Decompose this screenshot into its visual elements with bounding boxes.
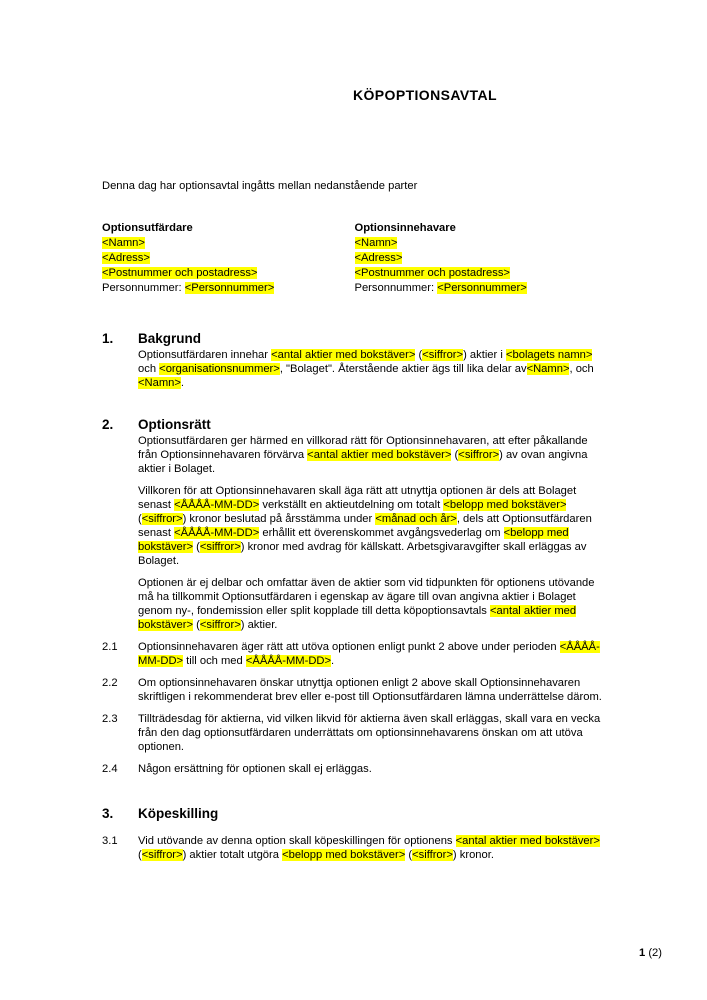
section-heading-row — [102, 331, 607, 347]
total-page-count: (2) — [648, 947, 662, 959]
text-run: ) kronor. — [452, 849, 494, 861]
party-optionsinnehavare — [355, 221, 608, 296]
clause-text — [138, 762, 607, 776]
text-run: Om optionsinnehavaren önskar utnyttja optionen enligt 2 above skall Optionsinnehavaren skriftligen i rekommenderat brev eller e-post till Optionsutfärdaren lämna underrättelse därom. — [138, 677, 602, 703]
placeholder-highlight: <bolagets namn> — [505, 349, 593, 361]
section-number: 3. — [102, 806, 114, 821]
text-run: Tillträdesdag för aktierna, vid vilken likvid för aktierna även skall erläggas, skall vara en vecka från den dag optionsutfärdaren underrättats om optionsinnehavarens önskan om att utöva optionen. — [138, 713, 601, 753]
text-run: Villkoren för att Optionsinnehavaren skall äga rätt att utnyttja optionen är dels att Bolaget senast — [138, 485, 577, 511]
text-run: Optionen är ej delbar och omfattar även de aktier som vid tidpunkten för optionens utövande må ha tillkommit Optionsutfärdaren i egenskap av ägare till ovan angivna aktier i Bolaget genom ny-, fondemission eller split kopplade till detta köpoptionsavtals — [138, 577, 595, 617]
placeholder-highlight: <organisationsnummer> — [159, 363, 280, 375]
paragraph — [102, 348, 607, 390]
section-heading: Optionsrätt — [138, 417, 211, 432]
section-1 — [102, 331, 607, 390]
text-run: ) aktier i — [463, 349, 506, 361]
section-heading: Köpeskilling — [138, 806, 219, 821]
party-person-line — [102, 281, 355, 296]
text-run: . — [331, 655, 335, 667]
clause-number — [102, 576, 138, 632]
clause-number: 2.1 — [102, 641, 118, 653]
placeholder-highlight: <antal aktier med bokstäver> — [455, 835, 600, 847]
party-address-line — [355, 251, 608, 266]
current-page-number: 1 — [638, 947, 646, 959]
placeholder-highlight: <ÅÅÅÅ-MM-DD> — [138, 641, 600, 667]
placeholder-highlight: <Namn> — [526, 363, 570, 375]
clause-number — [102, 484, 138, 568]
clause — [102, 762, 607, 776]
text-run: ( — [405, 849, 413, 861]
section-heading: Bakgrund — [138, 331, 202, 346]
text-run: ) av ovan angivna aktier i Bolaget. — [138, 449, 588, 475]
clause-text — [138, 640, 607, 668]
text-run: ) kronor beslutad på årsstämma under — [182, 513, 376, 525]
party-name-line — [102, 236, 355, 251]
paragraph — [102, 576, 607, 632]
clause-number — [102, 434, 138, 476]
address-placeholder: <Adress> — [102, 252, 150, 264]
clause — [102, 640, 607, 668]
text-run: Optionsutfärdaren innehar — [138, 349, 272, 361]
clause-text — [138, 348, 607, 390]
party-postal-line — [355, 266, 608, 281]
address-placeholder: <Adress> — [354, 252, 403, 264]
name-placeholder: <Namn> — [102, 237, 145, 249]
postal-placeholder: <Postnummer och postadress> — [102, 267, 258, 279]
text-run: Optionsinnehavaren äger rätt att utöva optionen enligt punkt 2 above under perioden — [138, 641, 560, 653]
text-run: till och med — [183, 655, 246, 667]
text-run: Vid utövande av denna option skall köpeskillingen för optionens — [138, 835, 456, 847]
placeholder-highlight: <ÅÅÅÅ-MM-DD> — [174, 527, 260, 539]
text-run: Någon ersättning för optionen skall ej erläggas. — [138, 763, 372, 775]
clause — [102, 676, 607, 704]
party-optionsutfardare — [102, 221, 355, 296]
section-3 — [102, 806, 607, 862]
placeholder-highlight: <siffror> — [141, 849, 183, 861]
text-run: erhållit ett överenskommet avgångsvederlag om — [259, 527, 504, 539]
party-person-line — [355, 281, 608, 296]
intro-line: Denna dag har optionsavtal ingåtts mellan nedanstående parter — [102, 180, 418, 192]
placeholder-highlight: <belopp med bokstäver> — [282, 849, 406, 861]
section-number: 1. — [102, 331, 114, 346]
party-name-line — [355, 236, 608, 251]
clause-number — [102, 348, 138, 390]
text-run: ( — [193, 541, 200, 553]
text-run: , dels att Optionsutfärdaren senast — [138, 513, 592, 539]
clause-number: 3.1 — [102, 835, 118, 847]
placeholder-highlight: <antal aktier med bokstäver> — [138, 605, 577, 631]
document-content — [102, 88, 607, 870]
text-run: verkställt en aktieutdelning om totalt — [259, 499, 444, 511]
placeholder-highlight: <ÅÅÅÅ-MM-DD> — [245, 655, 332, 667]
text-run: ( — [193, 619, 200, 631]
text-run: ( — [138, 849, 142, 861]
person-placeholder: <Personnummer> — [437, 282, 527, 294]
placeholder-highlight: <siffror> — [141, 513, 183, 525]
sections-container — [102, 331, 607, 862]
name-placeholder: <Namn> — [354, 237, 398, 249]
text-run: ) aktier totalt utgöra — [182, 849, 283, 861]
placeholder-highlight: <antal aktier med bokstäver> — [307, 449, 452, 461]
person-label: Personnummer: — [102, 282, 185, 294]
person-label: Personnummer: — [354, 282, 438, 294]
clause-number: 2.3 — [102, 713, 118, 725]
clause-text — [138, 712, 607, 754]
clause-text — [138, 676, 607, 704]
postal-placeholder: <Postnummer och postadress> — [354, 267, 510, 279]
placeholder-highlight: <belopp med bokstäver> — [443, 499, 567, 511]
placeholder-highlight: <belopp med bokstäver> — [138, 527, 569, 553]
clause — [102, 834, 607, 862]
text-run: . — [180, 377, 185, 389]
party-role-heading: Optionsutfärdare — [102, 222, 193, 234]
clause-text — [138, 484, 607, 568]
text-run: ) aktier. — [240, 619, 278, 631]
party-role-heading: Optionsinnehavare — [354, 222, 456, 234]
parties-block — [102, 221, 607, 296]
clause-text — [138, 434, 607, 476]
clause-number: 2.2 — [102, 677, 118, 689]
placeholder-highlight: <månad och år> — [375, 513, 457, 525]
person-placeholder: <Personnummer> — [184, 282, 275, 294]
placeholder-highlight: <Namn> — [138, 377, 181, 389]
clause — [102, 712, 607, 754]
text-run: , och — [569, 363, 594, 375]
section-heading-row — [102, 417, 607, 433]
paragraph — [102, 484, 607, 568]
document-title: KÖPOPTIONSAVTAL — [353, 87, 497, 103]
placeholder-highlight: <ÅÅÅÅ-MM-DD> — [174, 499, 260, 511]
section-2 — [102, 417, 607, 776]
text-run: och — [138, 363, 160, 375]
text-run: ) kronor med avdrag för källskatt. Arbetsgivaravgifter skall erläggas av Bolaget. — [138, 541, 587, 567]
section-number: 2. — [102, 417, 114, 432]
placeholder-highlight: <siffror> — [199, 619, 241, 631]
clause-text — [138, 576, 607, 632]
placeholder-highlight: <siffror> — [412, 849, 453, 861]
clause-text — [138, 834, 607, 862]
placeholder-highlight: <siffror> — [458, 449, 500, 461]
party-postal-line — [102, 266, 355, 281]
placeholder-highlight: <antal aktier med bokstäver> — [271, 349, 416, 361]
page-number-footer — [639, 946, 662, 960]
text-run: , "Bolaget". Återstående aktier ägs till lika delar av — [279, 363, 527, 375]
placeholder-highlight: <siffror> — [422, 349, 464, 361]
text-run: ( — [451, 449, 459, 461]
section-heading-row — [102, 806, 607, 822]
text-run: ( — [138, 513, 142, 525]
clause-number: 2.4 — [102, 763, 118, 775]
placeholder-highlight: <siffror> — [199, 541, 241, 553]
text-run: ( — [415, 349, 423, 361]
text-run: Optionsutfärdaren ger härmed en villkorad rätt för Optionsinnehavaren, att efter påkallande från Optionsinnehavaren förvärva — [138, 435, 588, 461]
party-address-line — [102, 251, 355, 266]
paragraph — [102, 434, 607, 476]
